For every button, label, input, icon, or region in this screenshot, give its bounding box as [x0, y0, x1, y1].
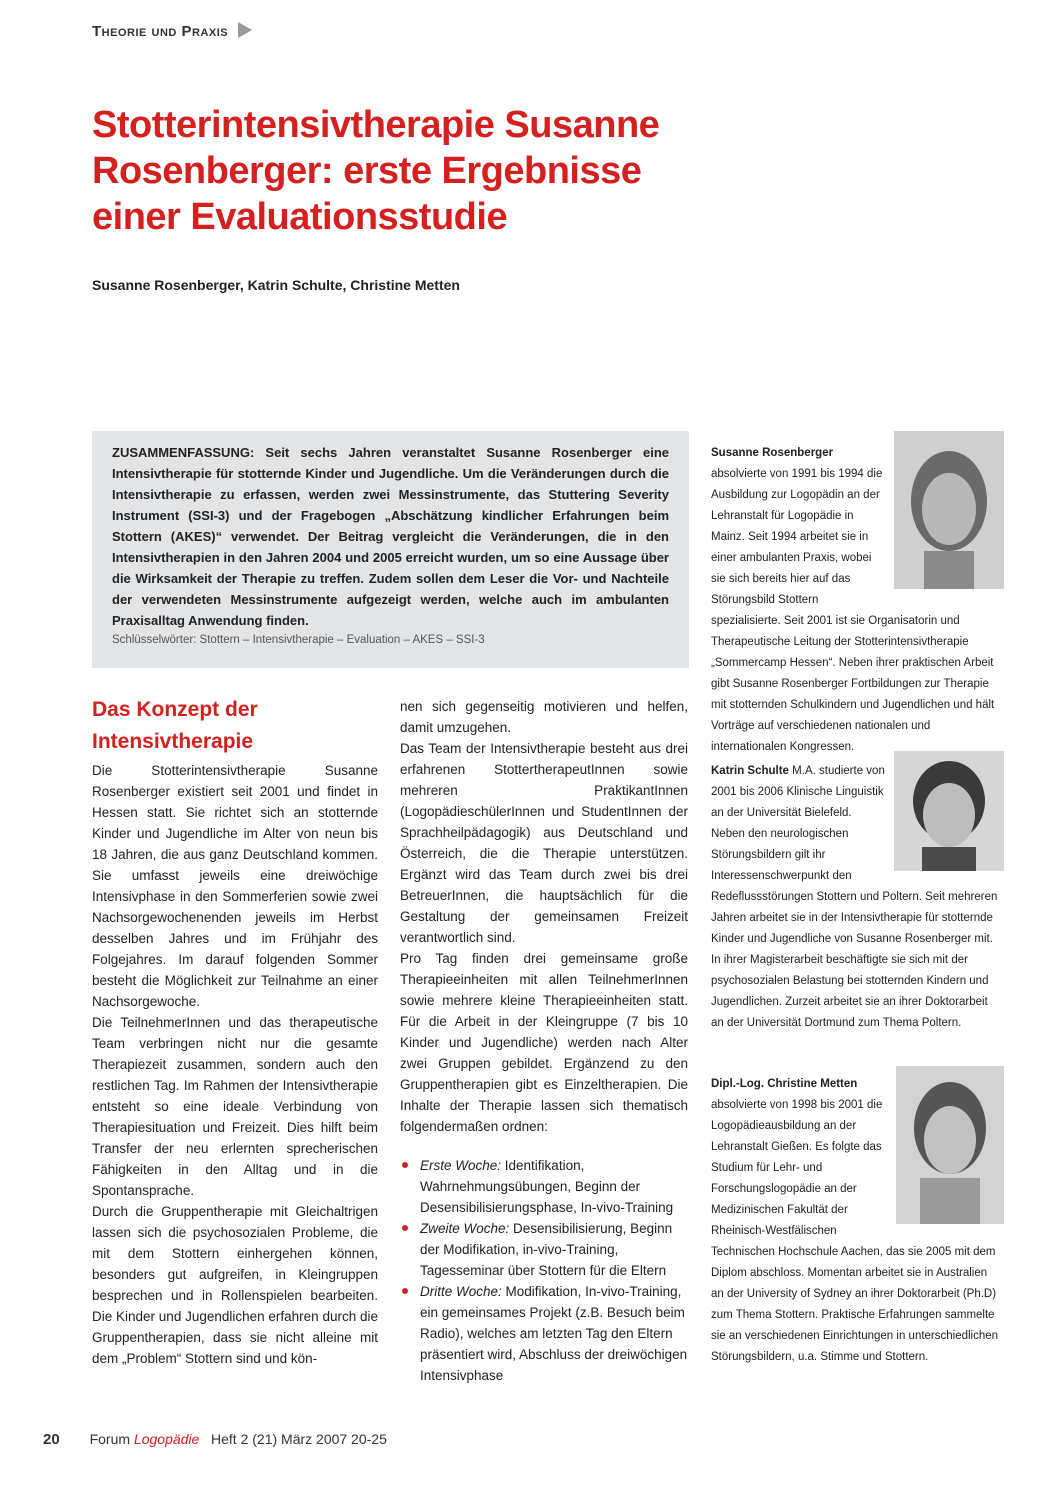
journal-name: Logopädie — [133, 1431, 200, 1447]
article-title: Stotterintensivtherapie Susanne Rosenberger: erste Ergebnisse einer Evaluationsstudie — [92, 104, 660, 238]
section-heading: Das Konzept der Intensivtherapie — [92, 698, 258, 753]
column-middle — [400, 696, 688, 1386]
journal-prefix: Forum — [89, 1431, 131, 1447]
week-text: Modifikation, In-vivo-Training, ein gemeinsames Projekt (z.B. Besuch beim Radio), welches am letzten Tag den Eltern präsentiert wird, Abschluss der dreiwöchigen Intensivphase — [420, 1284, 688, 1383]
bio-name: Katrin Schulte — [711, 765, 789, 777]
section-label — [92, 22, 252, 40]
paragraph: Das Team der Intensivtherapie besteht aus drei erfahrenen StottertherapeutInnen sowie mehreren PraktikantInnen (LogopädieschülerInnen und StudentInnen der Sprachheilpädagogik) aus Deutschland und Österreich, die die Therapie unterstützen. Ergänzt wird das Team durch zwei bis drei BetreuerInnen, die hauptsächlich für die Gestaltung der gemeinsamen Freizeit verantwortlich sind. — [400, 741, 688, 945]
list-item — [400, 1281, 688, 1386]
author-bio — [711, 443, 1001, 758]
bio-text: M.A. studierte von 2001 bis 2006 Klinische Linguistik an der Universität Bielefeld. Neben den neurologischen Störungsbildern gilt ihr Interessenschwerpunkt den Redeflussstörungen Stottern und Poltern. Seit mehreren Jahren arbeitet sie in der Intensivtherapie für stotternde Kinder und Jugendliche von Susanne Rosenberger mit. In ihrer Magisterarbeit beschäftigte sie sich mit der psychosozialen Belastung bei stotternden Kindern und Jugendlichen. Zurzeit arbeitet sie an ihrer Doktorarbeit an der Universität Dortmund zum Thema Poltern. — [711, 765, 998, 1029]
author-photo — [894, 751, 1004, 871]
therapy-weeks-list — [400, 1155, 688, 1386]
list-item — [400, 1155, 688, 1218]
paragraph: nen sich gegenseitig motivieren und helfen, damit umzugehen. — [400, 699, 688, 735]
column-left — [92, 694, 378, 1369]
bio-text: absolvierte von 1998 bis 2001 die Logopädieausbildung an der Lehranstalt Gießen. Es folgte das Studium für Lehr- und Forschungslogopädie an der Medizinischen Fakultät der Rheinisch-Westfälischen Technischen Hochschule Aachen, das sie 2005 mit dem Diplom abschloss. Momentan arbeitet sie in Australien an der University of Sydney an ihrer Doktorarbeit (Ph.D) zum Thema Stottern. Praktische Erfahrungen sammelte sie an verschiedenen Einrichtungen in unterschiedlichen Störungsbildern, u.a. Stimme und Stottern. — [711, 1099, 999, 1363]
author-bio — [711, 761, 1001, 1034]
page-footer — [43, 1431, 387, 1448]
abstract-text: ZUSAMMENFASSUNG: Seit sechs Jahren veranstaltet Susanne Rosenberger eine Intensivtherapie für stotternde Kinder und Jugendliche. Um die Veränderungen durch die Intensivtherapie zu erfassen, werden zwei Messinstrumente, das Stuttering Severity Instrument (SSI-3) und der Fragebogen „Abschätzung kindlicher Erfahrungen beim Stottern (AKES)“ verwendet. Der Beitrag vergleicht die Veränderungen, die in den Intensivtherapien in den Jahren 2004 und 2005 erreicht wurden, um so eine Aussage über die Wirksamkeit der Therapie zu treffen. Zudem sollen dem Leser die Vor- und Nachteile der verwendeten Messinstrumente aufgezeigt werden, welche auch im ambulanten Praxisalltag Anwendung finden. — [112, 445, 669, 628]
arrow-right-icon — [238, 22, 252, 38]
week-label: Zweite Woche: — [420, 1221, 510, 1236]
author-photo — [894, 431, 1004, 589]
abstract-box — [92, 431, 689, 668]
week-text: Desensibilisierung, Beginn der Modifikation, in-vivo-Training, Tagesseminar über Stottern für die Eltern — [420, 1221, 673, 1278]
paragraph: Pro Tag finden drei gemeinsame große Therapieeinheiten mit allen TeilnehmerInnen sowie mehrere kleine Therapieeinheiten statt. Für die Arbeit in der Kleingruppe (7 bis 10 Kinder und Jugendliche) werden nach Alter zwei Gruppen gebildet. Ergänzend zu den Gruppentherapien gibt es Einzeltherapien. Die Inhalte der Therapie lassen sich thematisch folgendermaßen ordnen: — [400, 951, 688, 1134]
bio-text: absolvierte von 1991 bis 1994 die Ausbildung zur Logopädin an der Lehranstalt für Logopädie in Mainz. Seit 1994 arbeitet sie in einer ambulanten Praxis, wobei sie sich bereits hier auf das Störungsbild Stottern spezialisierte. Seit 2001 ist sie Organisatorin und Therapeutische Leitung der Stotterintensivtherapie „Sommercamp Hessen“. Neben ihrer praktischen Arbeit gibt Susanne Rosenberger Fortbildungen zur Therapie mit stotternden Schulkindern und Jugendlichen und hält Vorträge auf verschiedenen nationalen und internationalen Kongressen. — [711, 468, 995, 753]
keywords: Schlüsselwörter: Stottern – Intensivtherapie – Evaluation – AKES – SSI-3 — [112, 634, 485, 646]
bullet-icon — [402, 1288, 408, 1294]
page-number: 20 — [43, 1431, 60, 1448]
bullet-icon — [402, 1162, 408, 1168]
week-label: Dritte Woche: — [420, 1284, 502, 1299]
paragraph: Die TeilnehmerInnen und das therapeutische Team verbringen nicht nur die gesamte Therapiezeit zusammen, sondern auch den restlichen Tag. Im Rahmen der Intensivtherapie entsteht so eine ideale Verbindung von Therapiesituation und Freizeit. Dies hilft beim Transfer der neu erlernten sprecherischen Fähigkeiten in den Alltag und in die Spontansprache. — [92, 1015, 378, 1198]
list-item — [400, 1218, 688, 1281]
author-photo — [896, 1066, 1004, 1224]
paragraph: Die Stotterintensivtherapie Susanne Rosenberger existiert seit 2001 und findet in Hessen statt. Sie richtet sich an stotternde Kinder und Jugendliche im Alter von neun bis 18 Jahren, die aus ganz Deutschland kommen. Sie umfasst jeweils eine dreiwöchige Intensivphase in den Sommerferien sowie zwei Nachsorgewochenenden jeweils im Herbst desselben Jahres und im Frühjahr des Folgejahres. Im darauf folgenden Sommer besteht die Möglichkeit zur Teilnahme an einer Nachsorgewoche. — [92, 763, 378, 1009]
bio-name: Susanne Rosenberger — [711, 447, 834, 459]
section-label-text: Theorie und Praxis — [92, 23, 229, 40]
week-text: Identifikation, Wahrnehmungsübungen, Beginn der Desensibilisierungsphase, In-vivo-Training — [420, 1158, 674, 1215]
journal-issue: Heft 2 (21) März 2007 20-25 — [211, 1431, 387, 1447]
bullet-icon — [402, 1225, 408, 1231]
author-bio — [711, 1074, 1001, 1368]
week-label: Erste Woche: — [420, 1158, 502, 1173]
paragraph: Durch die Gruppentherapie mit Gleichaltrigen lassen sich die psychosozialen Probleme, die mit dem Stottern einhergehen können, besonders gut aufgreifen, in Kleingruppen besprechen und in Rollenspielen bearbeiten. Die Kinder und Jugendlichen erfahren durch die Gruppentherapien, dass sie nicht alleine mit dem „Problem“ Stottern sind und kön- — [92, 1204, 378, 1366]
article-authors: Susanne Rosenberger, Katrin Schulte, Christine Metten — [92, 277, 460, 293]
bio-name: Dipl.-Log. Christine Metten — [711, 1078, 858, 1090]
